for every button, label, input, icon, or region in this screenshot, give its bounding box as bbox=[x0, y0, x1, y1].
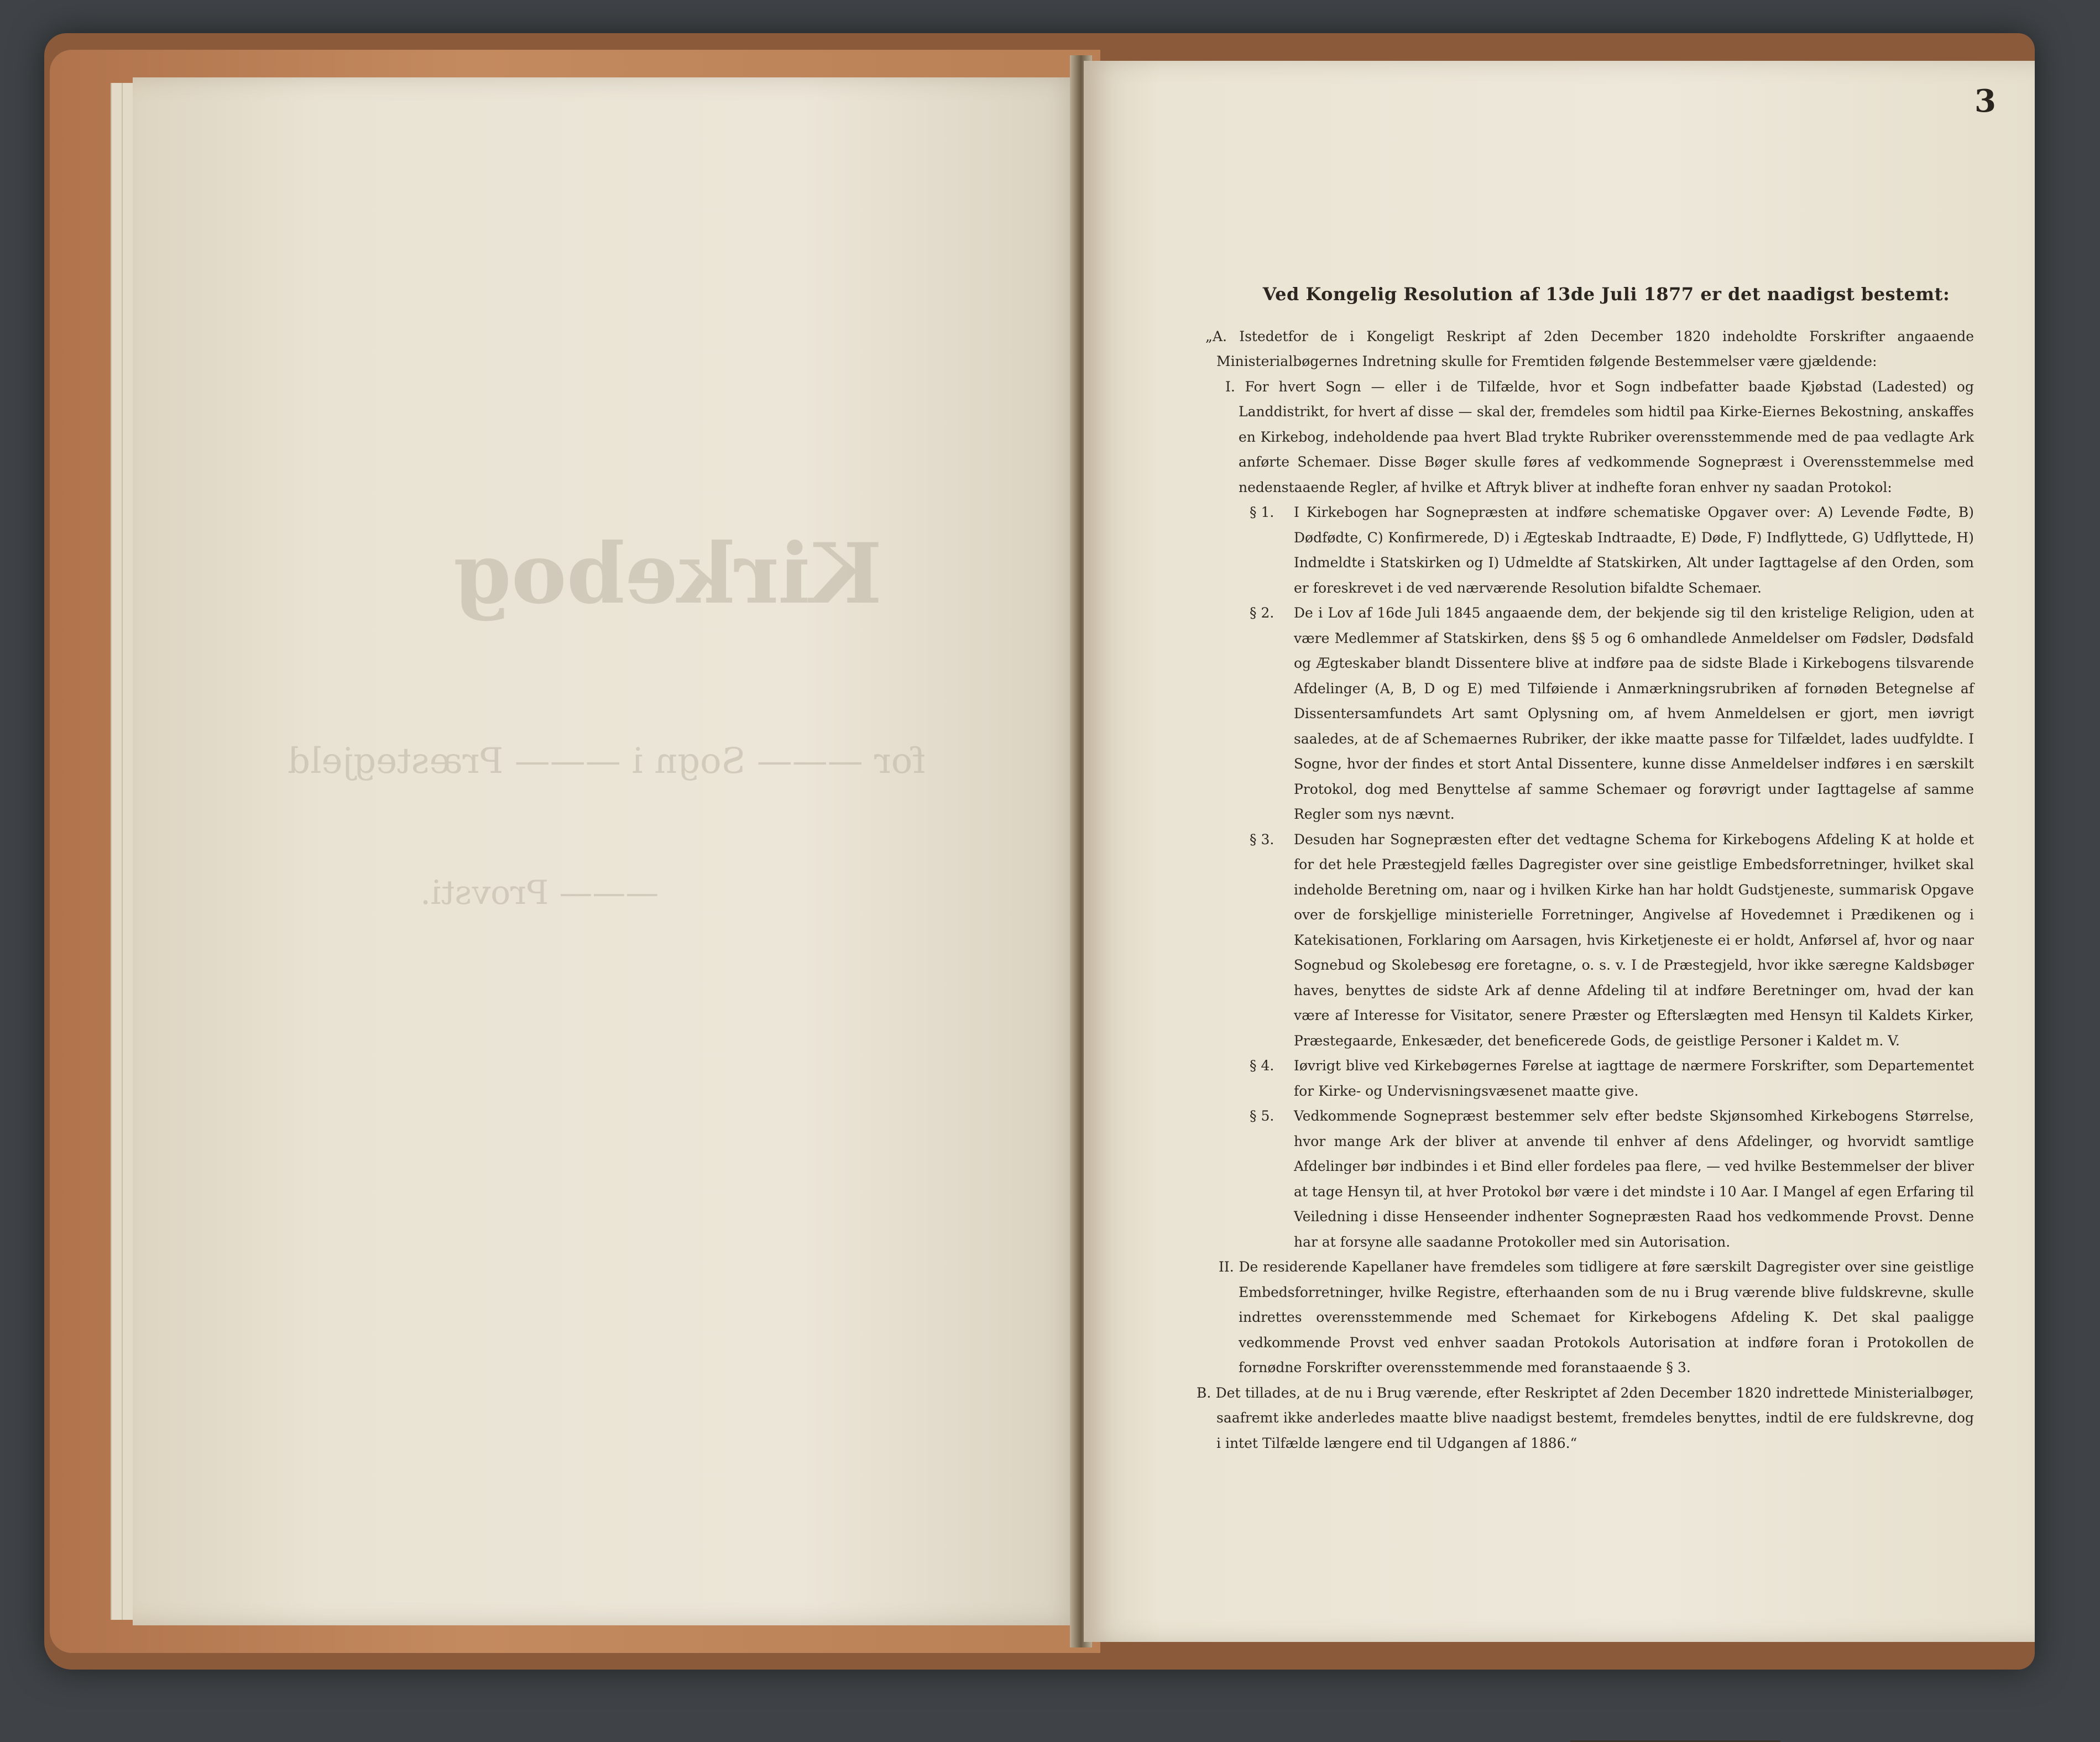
paragraph-b: B. Det tillades, at de nu i Brug værende, efter Reskriptet af 2den December 1820 indrettede Ministerialbøger, saafremt ikke anderledes maatte blive naadigst bestemt, fremdeles benyttes, indtil de ere fuldskrevne, dog i intet Tilfælde længere end til Udgangen af 1886.“ bbox=[1197, 1384, 1974, 1451]
resolution-text bbox=[1194, 282, 1974, 1456]
section-mark: § 3. bbox=[1250, 831, 1274, 848]
paragraph-a: „A. Istedetfor de i Kongeligt Reskript af 2den December 1820 indeholdte Forskrifter angaaende Ministerialbøgernes Indretning skulle for Fremtiden følgende Bestemmelser være gjældende: bbox=[1205, 328, 1974, 369]
section bbox=[1194, 600, 1974, 827]
section-mark: § 4. bbox=[1250, 1058, 1274, 1074]
section-mark: § 5. bbox=[1250, 1108, 1274, 1124]
left-page bbox=[133, 77, 1084, 1625]
page-edge bbox=[111, 83, 122, 1620]
ghost-line: ——— Provsti. bbox=[420, 873, 659, 912]
paragraph-i: I. For hvert Sogn — eller i de Tilfælde, hvor et Sogn indbefatter baade Kjøbstad (Ladested) og Landdistrikt, for hvert af disse — skal der, fremdeles som hidtil paa Kirke-Eiernes Bekostning, anskaffes en Kirkebog, indeholdende paa hvert Blad trykte Rubriker overensstemmende med de paa vedlagte Ark anførte Schemaer. Disse Bøger skulle føres af vedkommende Sognepræst i Overensstemmelse med nedenstaaende Regler, af hvilke et Aftryk bliver at indhefte foran enhver ny saadan Protokol: bbox=[1225, 378, 1974, 495]
section-text: De i Lov af 16de Juli 1845 angaaende dem, der bekjende sig til den kristelige Religion, uden at være Medlemmer af Statskirken, dens §§ 5 og 6 omhandlede Anmeldelser om Fødsler, Dødsfald og Ægteskaber blandt Dissentere blive at indføre paa de sidste Blade i Kirkebogens tilsvarende Afdelinger (A, B, D og E) med Tilføiende i Anmærkningsrubriken af fornøden Betegnelse af Dissentersamfundets Art samt Oplysning om, af hvem Anmeldelsen er gjort, men iøvrigt saaledes, at de af Schemaernes Rubriker, der ikke maatte passe for Tilfældet, lades uudfyldte. I Sogne, hvor der findes et stort Antal Dissentere, kunne disse Anmeldelser indføres i en særskilt Protokol, dog med Benyttelse af samme Schemaer og forøvrigt under Iagttagelse af samme Regler som nys nævnt. bbox=[1294, 605, 1974, 822]
page-edge bbox=[122, 83, 133, 1620]
section-mark: § 1. bbox=[1250, 504, 1274, 520]
page-number: 3 bbox=[1974, 83, 1996, 119]
ghost-title: Kirkebog bbox=[453, 525, 882, 622]
section bbox=[1194, 1053, 1974, 1103]
section bbox=[1194, 500, 1974, 600]
ghost-line: for ——— Sogn i ——— Præstegjeld bbox=[288, 741, 926, 782]
section bbox=[1194, 1103, 1974, 1254]
section-mark: § 2. bbox=[1250, 605, 1274, 621]
document-title: Ved Kongelig Resolution af 13de Juli 1877 er det naadigst bestemt: bbox=[1262, 284, 1950, 305]
section-text: I Kirkebogen har Sognepræsten at indføre schematiske Opgaver over: A) Levende Fødte, B) Dødfødte, C) Konfirmerede, D) i Ægteskab Indtraadte, E) Døde, F) Indflyttede, G) Udflyttede, H) Indmeldte i Statskirken og I) Udmeldte af Statskirken, Alt under Iagttagelse af den Orden, som er foreskrevet i de ved nærværende Resolution bifaldte Schemaer. bbox=[1294, 504, 1974, 596]
section bbox=[1194, 827, 1974, 1054]
paragraph-ii: II. De residerende Kapellaner have fremdeles som tidligere at føre særskilt Dagregister over sine geistlige Embedsforretninger, hvilke Registre, efterhaanden som de nu i Brug værende blive fuldskrevne, skulle indrettes overensstemmende med Schemaet for Kirkebogens Afdeling K. Det skal paaligge vedkommende Provst ved enhver saadan Protokols Autorisation at indføre foran i Protokollen de fornødne Forskrifter overensstemmende med foranstaaende § 3. bbox=[1219, 1259, 1974, 1375]
right-page bbox=[1084, 61, 2035, 1642]
section-text: Iøvrigt blive ved Kirkebøgernes Førelse at iagttage de nærmere Forskrifter, som Departementet for Kirke- og Undervisningsvæsenet maatte give. bbox=[1294, 1058, 1974, 1099]
section-text: Desuden har Sognepræsten efter det vedtagne Schema for Kirkebogens Afdeling K at holde et for det hele Præstegjeld fælles Dagregister over sine geistlige Embedsforretninger, hvilket skal indeholde Beretning om, naar og i hvilken Kirke han har holdt Gudstjeneste, summarisk Opgave over de forskjellige ministerielle Forretninger, Angivelse af Hovedemnet i Prædikenen og i Katekisationen, Forklaring om Aarsagen, hvis Kirketjeneste ei er holdt, Anførsel af, hvor og naar Sognebud og Skolebesøg ere foretagne, o. s. v. I de Præstegjeld, hvor ikke særegne Kaldsbøger haves, benyttes de sidste Ark af denne Afdeling til at indføre Beretninger om, hvad der kan være af Interesse for Visitator, senere Præster og Efterslægten med Hensyn til Kaldets Kirker, Præstegaarde, Enkesæder, det beneficerede Gods, de geistlige Personer i Kaldet m. V. bbox=[1294, 831, 1974, 1049]
section-text: Vedkommende Sognepræst bestemmer selv efter bedste Skjønsomhed Kirkebogens Størrelse, hvor mange Ark der bliver at anvende til enhver af dens Afdelinger, og hvorvidt samtlige Afdelinger bør indbindes i et Bind eller fordeles paa flere, — ved hvilke Bestemmelser der bliver at tage Hensyn til, at hver Protokol bør være i det mindste i 10 Aar. I Mangel af egen Erfaring til Veiledning i disse Henseender indhenter Sognepræsten Raad hos vedkommende Provst. Denne har at forsyne alle saadanne Protokoller med sin Autorisation. bbox=[1294, 1108, 1974, 1250]
